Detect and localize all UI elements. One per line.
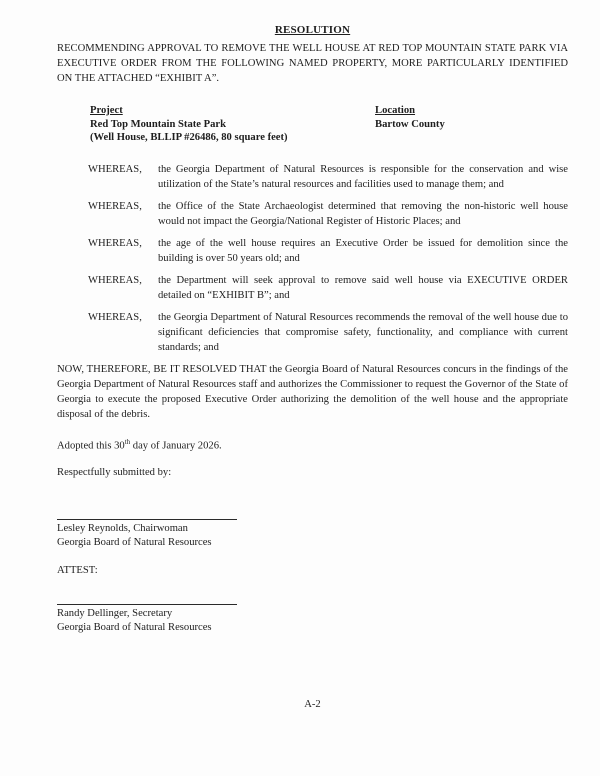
location-label: Location (375, 105, 416, 116)
whereas-clause-1 (88, 162, 568, 192)
whereas-label: WHEREAS, (88, 200, 142, 212)
adopted-ordinal-suffix: th (124, 437, 131, 446)
location-column (375, 104, 568, 145)
signature-line (57, 591, 237, 605)
document-title: RESOLUTION (274, 24, 351, 36)
project-detail: (Well House, BLLIP #26486, 80 square feet) (90, 132, 288, 143)
signature-block-secretary (57, 591, 568, 635)
signer-name: Lesley Reynolds, Chairwoman (57, 523, 188, 535)
whereas-label: WHEREAS, (88, 237, 142, 249)
page-number: A-2 (304, 699, 321, 710)
whereas-label: WHEREAS, (88, 163, 142, 175)
resolved-paragraph: NOW, THEREFORE, BE IT RESOLVED THAT the Georgia Board of Natural Resources concurs in the findings of the Georgia Department of Natural Resources staff and authorizes the Commissioner to request the Governor of the State of Georgia to execute the proposed Executive Order authorizing the demolition of the well house and the appropriate disposal of the debris. (57, 363, 568, 420)
project-label: Project (90, 105, 123, 116)
whereas-text: the Department will seek approval to remove said well house via EXECUTIVE ORDER detailed on “EXHIBIT B”; and (158, 274, 568, 301)
whereas-label: WHEREAS, (88, 274, 142, 286)
whereas-clause-5 (88, 310, 568, 355)
signature-block-chairwoman (57, 506, 568, 550)
adopted-suffix: day of January 2026. (130, 440, 222, 452)
signer-org: Georgia Board of Natural Resources (57, 622, 212, 634)
signer-name: Randy Dellinger, Secretary (57, 608, 173, 620)
whereas-text: the age of the well house requires an Executive Order be issued for demolition since the building is over 50 years old; and (158, 237, 568, 264)
submitted-by-line: Respectfully submitted by: (57, 467, 172, 479)
location-value: Bartow County (375, 118, 445, 130)
signature-line (57, 506, 237, 520)
attest-label: ATTEST: (57, 565, 98, 577)
whereas-clause-3 (88, 236, 568, 266)
whereas-text: the Office of the State Archaeologist determined that removing the non-historic well house would not impact the Georgia/National Register of Historic Places; and (158, 200, 568, 227)
signer-org: Georgia Board of Natural Resources (57, 537, 212, 549)
intro-paragraph: RECOMMENDING APPROVAL TO REMOVE THE WELL HOUSE AT RED TOP MOUNTAIN STATE PARK VIA EXECUTIVE ORDER FROM THE FOLLOWING NAMED PROPERTY, MORE PARTICULARLY IDENTIFIED ON THE ATTACHED “EXHIBIT A”. (57, 43, 568, 84)
project-name: Red Top Mountain State Park (90, 118, 226, 130)
adopted-prefix: Adopted this 30 (57, 440, 125, 452)
project-column (90, 104, 375, 145)
whereas-clause-2 (88, 199, 568, 229)
whereas-section (57, 162, 568, 355)
whereas-text: the Georgia Department of Natural Resources is responsible for the conservation and wise utilization of the State’s natural resources and facilities used to manage them; and (158, 163, 568, 190)
whereas-label: WHEREAS, (88, 311, 142, 323)
whereas-text: the Georgia Department of Natural Resources recommends the removal of the well house due to significant deficiencies that compromise safety, functionality, and compliance with current standards; and (158, 311, 568, 353)
whereas-clause-4 (88, 273, 568, 303)
adopted-date-line (57, 435, 568, 454)
project-location-block (90, 104, 568, 145)
